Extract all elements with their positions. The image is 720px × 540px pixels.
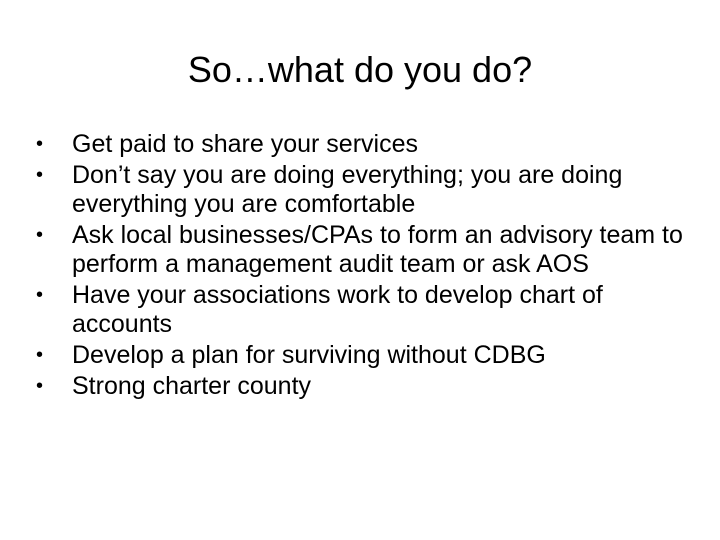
bullet-text: Strong charter county (72, 372, 312, 400)
bullet-item (36, 161, 696, 219)
bullet-item (36, 130, 696, 159)
bullet-icon: • (36, 344, 44, 366)
bullet-text: Develop a plan for surviving without CDBG (72, 341, 546, 369)
bullet-text: Have your associations work to develop chart of accounts (72, 281, 603, 338)
bullet-item (36, 341, 696, 370)
bullet-list (36, 130, 696, 403)
bullet-icon: • (36, 375, 44, 397)
bullet-item (36, 372, 696, 401)
bullet-icon: • (36, 224, 44, 246)
bullet-text: Get paid to share your services (72, 130, 418, 158)
slide-title: So…what do you do? (187, 49, 533, 90)
bullet-icon: • (36, 284, 44, 306)
bullet-text: Ask local businesses/CPAs to form an advisory team to perform a management audit team or ask AOS (72, 221, 683, 278)
bullet-item (36, 281, 696, 339)
bullet-text: Don’t say you are doing everything; you are doing everything you are comfortable (72, 161, 623, 218)
bullet-item (36, 221, 696, 279)
bullet-icon: • (36, 164, 44, 186)
bullet-icon: • (36, 133, 44, 155)
